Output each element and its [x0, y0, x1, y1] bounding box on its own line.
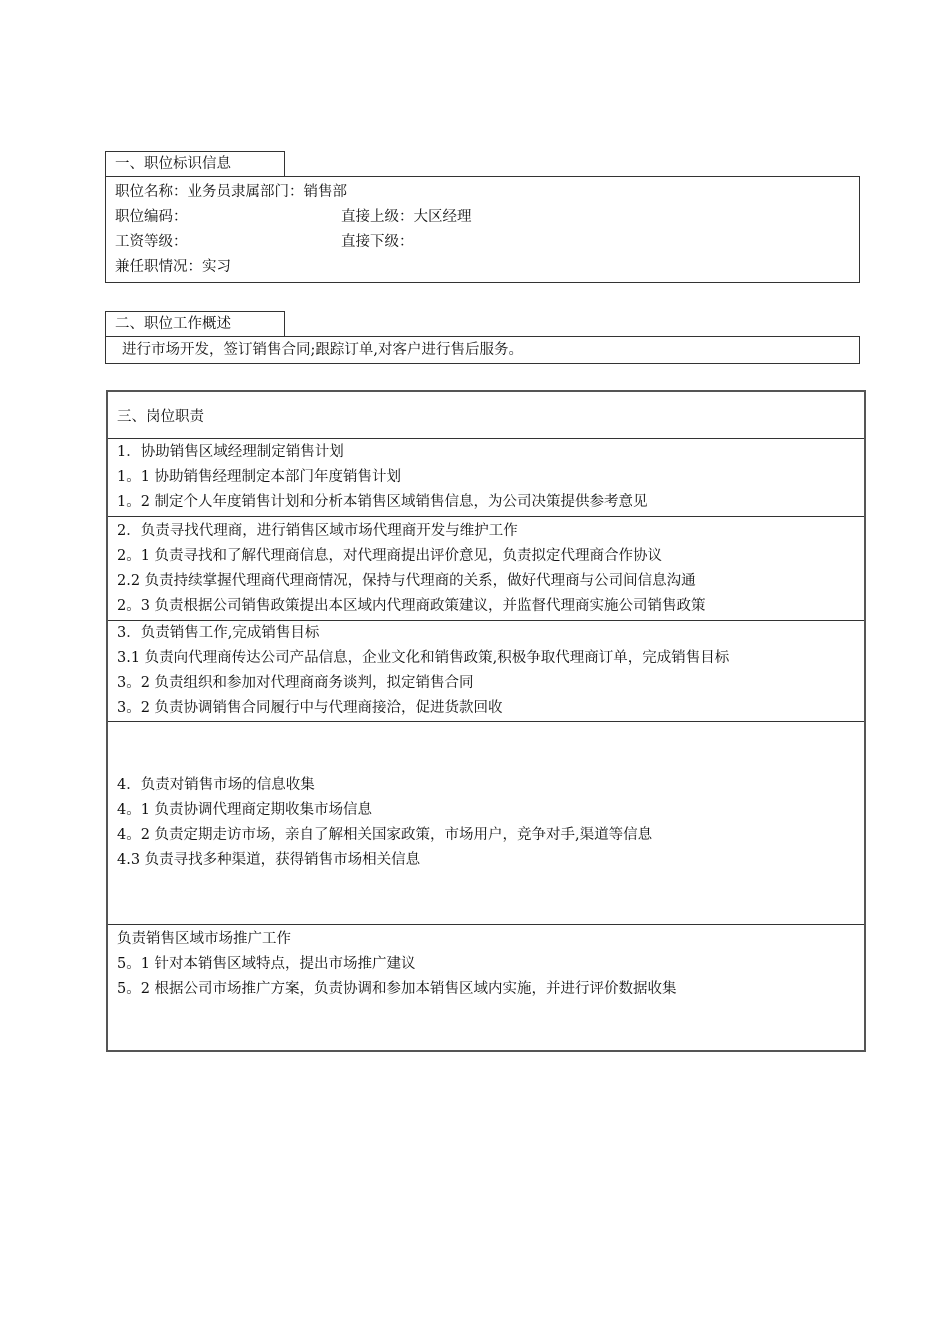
salary-grade-label: 工资等级：: [115, 234, 188, 250]
duty-line: 2。3 负责根据公司销售政策提出本区域内代理商政策建议，并监督代理商实施公司销售政策: [117, 598, 706, 614]
concurrent-position-line: 兼任职情况：实习: [115, 259, 231, 275]
section1-title-tab: [105, 151, 285, 176]
duty-line: 3．负责销售工作,完成销售目标: [117, 625, 320, 641]
section1-box: [105, 176, 860, 283]
position-code-label: 职位编码：: [115, 209, 188, 225]
section2-title: 二、职位工作概述: [115, 316, 231, 332]
section3-box: [106, 390, 866, 1052]
duty-line: 4。2 负责定期走访市场，亲自了解相关国家政策，市场用户，竞争对手,渠道等信息: [117, 827, 653, 843]
duty-block-1: [108, 438, 864, 516]
duty-block-3: [108, 620, 864, 721]
direct-superior-line: 直接上级：大区经理: [341, 209, 472, 225]
section2-title-tab: [105, 311, 285, 336]
duty-line: 5。1 针对本销售区域特点，提出市场推广建议: [117, 956, 416, 972]
duty-line: 3.1 负责向代理商传达公司产品信息，企业文化和销售政策,积极争取代理商订单，完成销售目标: [117, 650, 730, 666]
duty-line: 4．负责对销售市场的信息收集: [117, 777, 315, 793]
duty-line: 1．协助销售区域经理制定销售计划: [117, 444, 344, 460]
section1-title: 一、职位标识信息: [115, 156, 231, 172]
duty-line: 1。2 制定个人年度销售计划和分析本销售区域销售信息，为公司决策提供参考意见: [117, 494, 648, 510]
job-summary-text: 进行市场开发，签订销售合同;跟踪订单,对客户进行售后服务。: [122, 342, 523, 358]
duty-line: 5。2 根据公司市场推广方案，负责协调和参加本销售区域内实施，并进行评价数据收集: [117, 981, 677, 997]
duty-line: 负责销售区域市场推广工作: [117, 931, 291, 947]
direct-subordinate-label: 直接下级：: [341, 234, 414, 250]
position-name-line: 职位名称：业务员隶属部门：销售部: [115, 184, 347, 200]
duty-block-4: [108, 721, 864, 924]
section3-title: 三、岗位职责: [117, 409, 204, 425]
duty-line: 1。1 协助销售经理制定本部门年度销售计划: [117, 469, 402, 485]
duty-line: 4.3 负责寻找多种渠道，获得销售市场相关信息: [117, 852, 421, 868]
duty-line: 2.2 负责持续掌握代理商代理商情况，保持与代理商的关系，做好代理商与公司间信息沟通: [117, 573, 696, 589]
duty-line: 4。1 负责协调代理商定期收集市场信息: [117, 802, 373, 818]
duty-block-2: [108, 516, 864, 620]
duty-line: 3。2 负责协调销售合同履行中与代理商接洽，促进货款回收: [117, 700, 503, 716]
duty-line: 2。1 负责寻找和了解代理商信息，对代理商提出评价意见，负责拟定代理商合作协议: [117, 548, 663, 564]
duty-block-5: [108, 924, 864, 1050]
section2-box: [105, 336, 860, 364]
duty-line: 2．负责寻找代理商，进行销售区域市场代理商开发与维护工作: [117, 523, 518, 539]
duty-line: 3。2 负责组织和参加对代理商商务谈判，拟定销售合同: [117, 675, 474, 691]
